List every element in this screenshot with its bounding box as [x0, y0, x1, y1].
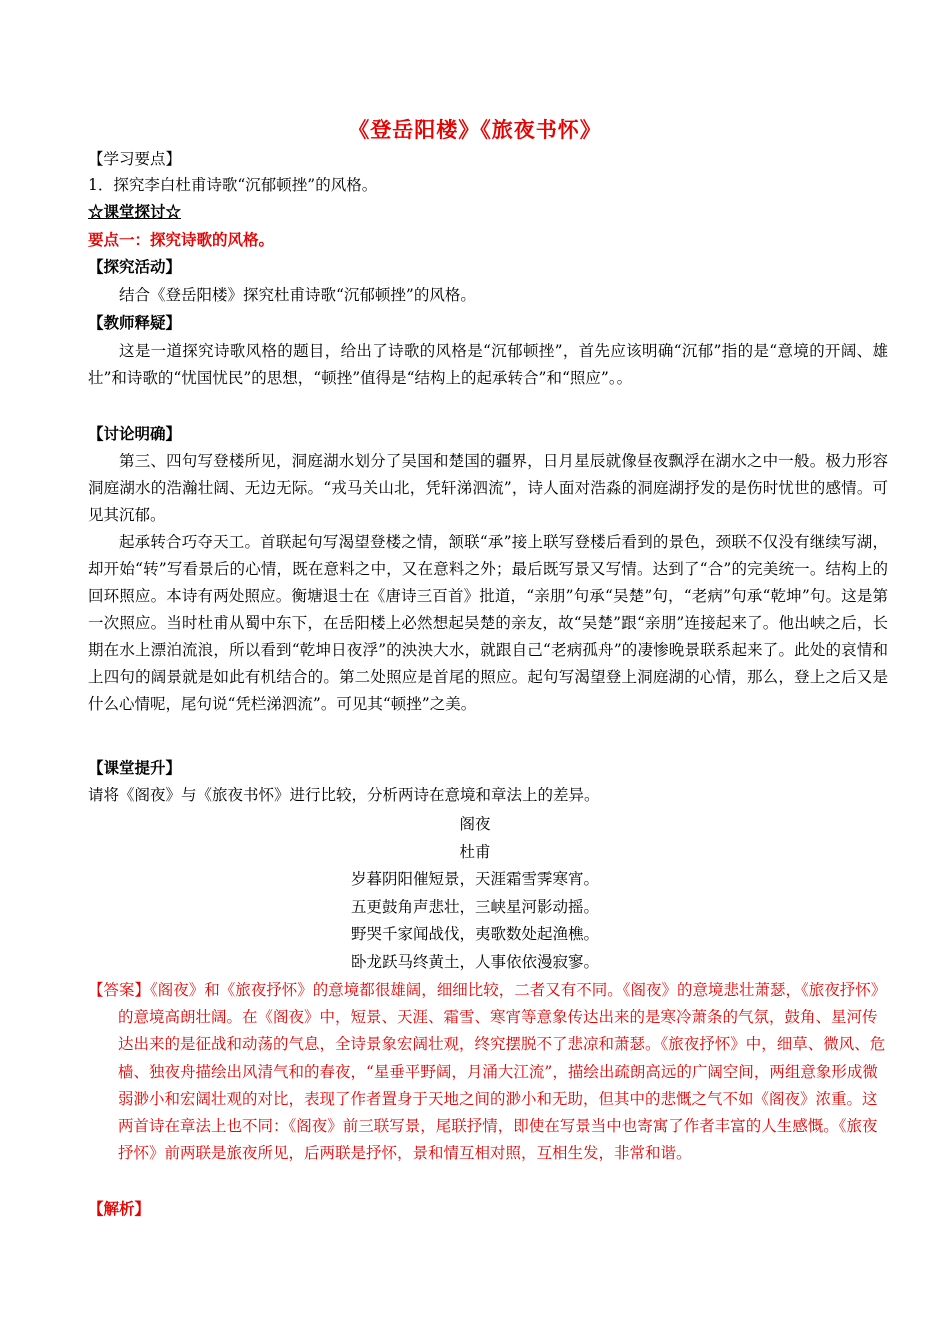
discussion-paragraph-2: 起承转合巧夺天工。首联起句写渴望登楼之情，颔联“承”接上联写登楼后看到的景色，颈联不仅没有继续写湖，却开始“转”写看景后的心情，既在意料之中，又在意料之外；最后既写景又写情。达到了“合”的完美统一。结构上的回环照应。本诗有两处照应。衡塘退士在《唐诗三百首》批道，“亲朋”句承“吴楚”句，“老病”句承“乾坤”句。这是第一次照应。当时杜甫从蜀中东下，在岳阳楼上必然想起吴楚的亲友，故“吴楚”跟“亲朋”连接起来了。他出峡之后，长期在水上漂泊流浪，所以看到“乾坤日夜浮”的泱泱大水，就跟自己“老病孤舟”的凄惨晚景联系起来了。此处的哀情和上四句的阔景就是如此有机结合的。第二处照应是首尾的照应。起句写渴望登上洞庭湖的心情，那么，登上之后又是什么心情呢，尾句说“凭栏涕泗流”。可见其“顿挫”之美。	[88, 533, 888, 713]
poem-block	[0, 811, 950, 976]
poem-line: 野哭千家闻战伐，夷歌数处起渔樵。	[350, 925, 599, 943]
poem-title: 阁夜	[459, 815, 491, 833]
discussion-body	[88, 448, 888, 718]
activity-text: 结合《登岳阳楼》探究杜甫诗歌“沉郁顿挫”的风格。	[119, 286, 476, 304]
improve-heading: 【课堂提升】	[88, 758, 182, 777]
poem-author: 杜甫	[459, 842, 491, 861]
document-title: 《登岳阳楼》《旅夜书怀》	[348, 117, 602, 142]
classroom-heading: ☆课堂探讨☆	[88, 202, 182, 221]
discussion-paragraph-1: 第三、四句写登楼所见，洞庭湖水划分了吴国和楚国的疆界，日月星辰就像昼夜飘浮在湖水之中一般。极力形容洞庭湖水的浩瀚壮阔、无边无际。“戎马关山北，凭轩涕泗流”，诗人面对浩淼的洞庭湖抒发的是伤时忧世的感情。可见其沉郁。	[88, 452, 888, 524]
key-point-heading: 要点一：探究诗歌的风格。	[88, 230, 275, 249]
poem-line: 五更鼓角声悲壮，三峡星河影动摇。	[350, 897, 599, 916]
analysis-label: 【解析】	[88, 1199, 151, 1218]
teacher-heading: 【教师释疑】	[88, 313, 182, 332]
activity-heading: 【探究活动】	[88, 257, 182, 276]
improve-text: 请将《阁夜》与《旅夜书怀》进行比较，分析两诗在意境和章法上的差异。	[88, 786, 600, 804]
answer-block	[88, 977, 888, 1167]
study-points-heading: 【学习要点】	[88, 150, 182, 168]
poem-line: 岁暮阴阳催短景，天涯霜雪霁寒宵。	[350, 870, 599, 888]
answer-label: 【答案】	[88, 981, 151, 999]
answer-text: 《阁夜》和《旅夜抒怀》的意境都很雄阔，细细比较，二者又有不同。《阁夜》的意境悲壮萧瑟，《旅夜抒怀》的意境高朗壮阔。在《阁夜》中，短景、天涯、霜雪、寒宵等意象传达出来的是寒冷萧条的气氛，鼓角、星河传达出来的是征战和动荡的气息，全诗景象宏阔壮观，终究摆脱不了悲凉和萧瑟。《旅夜抒怀》中，细草、微风、危樯、独夜舟描绘出风清气和的春夜，“星垂平野阔，月涌大江流”，描绘出疏朗高远的广阔空间，两组意象形成微弱渺小和宏阔壮观的对比，表现了作者置身于天地之间的渺小和无助，但其中的悲慨之气不如《阁夜》浓重。这两首诗在章法上也不同：《阁夜》前三联写景，尾联抒情，即使在写景当中也寄寓了作者丰富的人生感慨。《旅夜抒怀》前两联是旅夜所见，后两联是抒怀，景和情互相对照，互相生发，非常和谐。	[118, 981, 887, 1163]
poem-line: 卧龙跃马终黄土，人事依依漫寂寥。	[350, 952, 599, 971]
discussion-heading: 【讨论明确】	[88, 424, 182, 443]
teacher-text: 这是一道探究诗歌风格的题目，给出了诗歌的风格是“沉郁顿挫”，首先应该明确“沉郁”指的是“意境的开阔、雄壮”和诗歌的“忧国忧民”的思想，“顿挫”值得是“结构上的起承转合”和“照应”。。	[88, 342, 888, 387]
teacher-paragraph	[88, 338, 888, 392]
study-point-item: 1．探究李白杜甫诗歌“沉郁顿挫”的风格。	[88, 176, 378, 194]
